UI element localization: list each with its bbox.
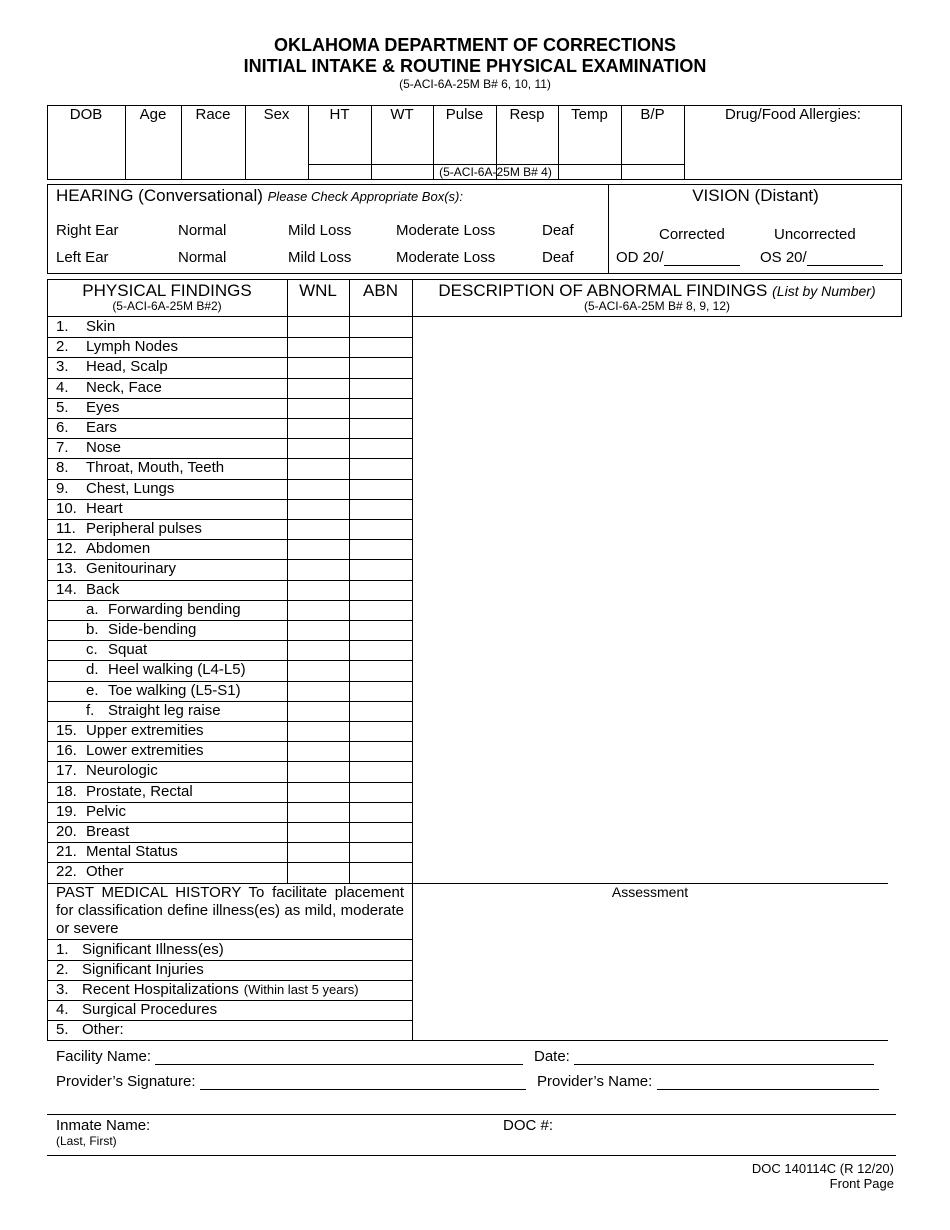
- finding-wnl-checkbox[interactable]: [288, 539, 349, 559]
- finding-number: 14.: [56, 581, 77, 598]
- finding-label: Pelvic: [86, 803, 127, 820]
- finding-number: 6.: [56, 419, 69, 436]
- finding-row: [56, 823, 129, 840]
- finding-wnl-checkbox[interactable]: [288, 681, 349, 701]
- finding-row: [56, 520, 202, 537]
- finding-label: Genitourinary: [86, 560, 177, 577]
- finding-number: 22.: [56, 863, 77, 880]
- finding-label: Chest, Lungs: [86, 480, 175, 497]
- finding-abn-checkbox[interactable]: [350, 741, 412, 761]
- finding-wnl-checkbox[interactable]: [288, 317, 349, 337]
- finding-number: 19.: [56, 803, 77, 820]
- finding-number: 5.: [56, 399, 69, 416]
- finding-number: 12.: [56, 540, 77, 557]
- finding-row: [56, 459, 224, 476]
- finding-row: [56, 843, 178, 860]
- history-row: [56, 1021, 124, 1038]
- finding-wnl-checkbox[interactable]: [288, 741, 349, 761]
- finding-abn-checkbox[interactable]: [350, 458, 412, 478]
- finding-number: c.: [86, 641, 98, 658]
- vitals-col-drug-food-allergies: Drug/Food Allergies:: [725, 106, 861, 123]
- finding-label: Eyes: [86, 399, 120, 416]
- finding-label: Forwarding bending: [108, 601, 241, 618]
- finding-label: Neck, Face: [86, 379, 162, 396]
- finding-wnl-checkbox[interactable]: [288, 761, 349, 781]
- finding-label: Neurologic: [86, 762, 158, 779]
- finding-label: Head, Scalp: [86, 358, 168, 375]
- vitals-col-race: Race: [195, 106, 231, 123]
- finding-number: 7.: [56, 439, 69, 456]
- vitals-col-ht: HT: [329, 106, 350, 123]
- finding-wnl-checkbox[interactable]: [288, 458, 349, 478]
- finding-wnl-checkbox[interactable]: [288, 580, 349, 600]
- finding-row: [56, 722, 204, 739]
- hearing-title: HEARING (Conversational): [56, 186, 263, 205]
- finding-label: Skin: [86, 318, 116, 335]
- inmate-name-label: Inmate Name:: [56, 1117, 151, 1134]
- left-ear-normal[interactable]: Normal: [178, 249, 227, 266]
- od-label: OD 20/: [616, 249, 664, 266]
- finding-wnl-checkbox[interactable]: [288, 479, 349, 499]
- finding-abn-checkbox[interactable]: [350, 337, 412, 357]
- date-label: Date:: [534, 1048, 570, 1065]
- finding-number: 8.: [56, 459, 69, 476]
- finding-wnl-checkbox[interactable]: [288, 398, 349, 418]
- history-label: Significant Injuries: [82, 961, 204, 978]
- finding-number: e.: [86, 682, 99, 699]
- finding-number: 21.: [56, 843, 77, 860]
- finding-abn-checkbox[interactable]: [350, 640, 412, 660]
- finding-wnl-checkbox[interactable]: [288, 701, 349, 721]
- finding-wnl-checkbox[interactable]: [288, 357, 349, 377]
- vitals-col-temp: Temp: [571, 106, 608, 123]
- finding-number: d.: [86, 661, 99, 678]
- finding-row: [56, 682, 241, 699]
- vitals-col-pulse: Pulse: [445, 106, 484, 123]
- left-ear-label: Left Ear: [56, 249, 109, 266]
- finding-label: Throat, Mouth, Teeth: [86, 459, 225, 476]
- finding-number: 9.: [56, 480, 69, 497]
- finding-abn-checkbox[interactable]: [350, 357, 412, 377]
- finding-label: Abdomen: [86, 540, 151, 557]
- finding-abn-checkbox[interactable]: [350, 721, 412, 741]
- history-row: [56, 941, 224, 958]
- finding-abn-checkbox[interactable]: [350, 580, 412, 600]
- finding-abn-checkbox[interactable]: [350, 782, 412, 802]
- finding-row: [56, 540, 150, 557]
- doc-number-label: DOC #:: [503, 1117, 554, 1134]
- finding-label: Breast: [86, 823, 130, 840]
- history-number: 4.: [56, 1001, 69, 1018]
- finding-row: [56, 500, 123, 517]
- finding-label: Prostate, Rectal: [86, 783, 193, 800]
- finding-abn-checkbox[interactable]: [350, 620, 412, 640]
- finding-wnl-checkbox[interactable]: [288, 842, 349, 862]
- history-label: Significant Illness(es): [82, 941, 224, 958]
- physical-findings-title: PHYSICAL FINDINGS: [82, 281, 252, 300]
- facility-label: Facility Name:: [56, 1048, 152, 1065]
- right-ear-mild[interactable]: Mild Loss: [288, 222, 352, 239]
- finding-number: 3.: [56, 358, 69, 375]
- vitals-ref: (5-ACI-6A-25M B# 4): [439, 165, 552, 179]
- vision-corrected: Corrected: [659, 226, 725, 243]
- vision-uncorrected: Uncorrected: [774, 226, 856, 243]
- finding-label: Lymph Nodes: [86, 338, 178, 355]
- finding-wnl-checkbox[interactable]: [288, 721, 349, 741]
- vitals-col-wt: WT: [390, 106, 414, 123]
- provider-signature-field[interactable]: [56, 1073, 526, 1090]
- finding-number: 4.: [56, 379, 69, 396]
- finding-number: 20.: [56, 823, 77, 840]
- finding-label: Toe walking (L5-S1): [108, 682, 241, 699]
- date-field[interactable]: [534, 1048, 874, 1065]
- provider-name-label: Provider’s Name:: [537, 1073, 653, 1090]
- finding-wnl-checkbox[interactable]: [288, 559, 349, 579]
- facility-field[interactable]: [56, 1048, 523, 1065]
- right-ear-moderate[interactable]: Moderate Loss: [396, 222, 496, 239]
- finding-wnl-checkbox[interactable]: [288, 418, 349, 438]
- finding-row: [56, 702, 221, 719]
- finding-abn-checkbox[interactable]: [350, 681, 412, 701]
- finding-wnl-checkbox[interactable]: [288, 862, 349, 882]
- finding-row: [56, 419, 117, 436]
- physical-findings-ref: (5-ACI-6A-25M B#2): [112, 299, 222, 313]
- finding-wnl-checkbox[interactable]: [288, 822, 349, 842]
- history-note: (Within last 5 years): [243, 982, 359, 997]
- finding-row: [56, 379, 162, 396]
- provider-name-field[interactable]: [537, 1073, 879, 1090]
- right-ear-label: Right Ear: [56, 222, 119, 239]
- finding-wnl-checkbox[interactable]: [288, 782, 349, 802]
- history-label: Other:: [82, 1021, 124, 1038]
- finding-number: 18.: [56, 783, 77, 800]
- finding-abn-checkbox[interactable]: [350, 398, 412, 418]
- finding-number: 1.: [56, 318, 69, 335]
- abnormal-findings-ref: (5-ACI-6A-25M B# 8, 9, 12): [583, 299, 731, 313]
- finding-number: b.: [86, 621, 99, 638]
- wnl-header: WNL: [299, 281, 337, 300]
- finding-abn-checkbox[interactable]: [350, 499, 412, 519]
- vitals-col-resp: Resp: [509, 106, 545, 123]
- history-label: Recent Hospitalizations: [82, 981, 239, 998]
- finding-wnl-checkbox[interactable]: [288, 378, 349, 398]
- finding-abn-checkbox[interactable]: [350, 479, 412, 499]
- history-row: [56, 1001, 217, 1018]
- finding-abn-checkbox[interactable]: [350, 378, 412, 398]
- history-number: 3.: [56, 981, 69, 998]
- finding-number: a.: [86, 601, 99, 618]
- finding-abn-checkbox[interactable]: [350, 701, 412, 721]
- finding-label: Ears: [86, 419, 117, 436]
- finding-number: f.: [86, 702, 95, 719]
- hearing-instruction: Please Check Appropriate Box(s):: [267, 189, 463, 204]
- finding-label: Straight leg raise: [108, 702, 221, 719]
- finding-number: 10.: [56, 500, 77, 517]
- finding-row: [56, 581, 119, 598]
- finding-abn-checkbox[interactable]: [350, 519, 412, 539]
- vitals-col-dob: DOB: [69, 106, 103, 123]
- os-label: OS 20/: [760, 249, 807, 266]
- finding-wnl-checkbox[interactable]: [288, 620, 349, 640]
- form-agency-title: OKLAHOMA DEPARTMENT OF CORRECTIONS: [274, 35, 676, 55]
- finding-abn-checkbox[interactable]: [350, 761, 412, 781]
- finding-label: Lower extremities: [86, 742, 204, 759]
- provider-signature-label: Provider’s Signature:: [56, 1073, 196, 1090]
- left-ear-moderate[interactable]: Moderate Loss: [396, 249, 496, 266]
- left-ear-mild[interactable]: Mild Loss: [288, 249, 352, 266]
- finding-row: [56, 742, 204, 759]
- finding-row: [56, 661, 246, 678]
- finding-abn-checkbox[interactable]: [350, 539, 412, 559]
- form-title: INITIAL INTAKE & ROUTINE PHYSICAL EXAMINATION: [243, 56, 707, 76]
- history-row: [56, 981, 359, 998]
- finding-label: Other: [86, 863, 124, 880]
- finding-row: [56, 358, 168, 375]
- assessment-label: Assessment: [611, 884, 689, 900]
- finding-abn-checkbox[interactable]: [350, 418, 412, 438]
- left-ear-deaf[interactable]: Deaf: [542, 249, 574, 266]
- inmate-name-sub: (Last, First): [56, 1134, 117, 1148]
- finding-label: Nose: [86, 439, 122, 456]
- finding-label: Back: [86, 581, 120, 598]
- hearing-section: [56, 186, 463, 206]
- finding-wnl-checkbox[interactable]: [288, 600, 349, 620]
- past-history-title: PAST MEDICAL HISTORY To facilitate placement for classification define illness(es) as mild, moderate or severe: [56, 884, 404, 937]
- finding-row: [56, 439, 121, 456]
- finding-number: 11.: [56, 520, 76, 537]
- finding-abn-checkbox[interactable]: [350, 660, 412, 680]
- finding-label: Upper extremities: [86, 722, 204, 739]
- finding-abn-checkbox[interactable]: [350, 438, 412, 458]
- finding-wnl-checkbox[interactable]: [288, 640, 349, 660]
- finding-row: [56, 399, 119, 416]
- finding-label: Heel walking (L4-L5): [108, 661, 246, 678]
- finding-label: Mental Status: [86, 843, 178, 860]
- history-label: Surgical Procedures: [82, 1001, 218, 1018]
- finding-label: Side-bending: [108, 621, 197, 638]
- finding-abn-checkbox[interactable]: [350, 600, 412, 620]
- finding-row: [56, 338, 178, 355]
- history-row: [56, 961, 204, 978]
- history-number: 5.: [56, 1021, 69, 1038]
- finding-wnl-checkbox[interactable]: [288, 519, 349, 539]
- finding-number: 13.: [56, 560, 77, 577]
- finding-wnl-checkbox[interactable]: [288, 337, 349, 357]
- history-number: 1.: [56, 941, 69, 958]
- vitals-col-age: Age: [139, 106, 167, 123]
- finding-number: 17.: [56, 762, 77, 779]
- history-number: 2.: [56, 961, 69, 978]
- finding-wnl-checkbox[interactable]: [288, 660, 349, 680]
- vision-title: VISION (Distant): [692, 186, 819, 205]
- finding-label: Squat: [108, 641, 148, 658]
- finding-abn-checkbox[interactable]: [350, 802, 412, 822]
- finding-label: Heart: [86, 500, 123, 517]
- finding-number: 16.: [56, 742, 77, 759]
- vitals-col-b-p: B/P: [640, 106, 665, 123]
- finding-number: 2.: [56, 338, 69, 355]
- finding-row: [56, 863, 124, 880]
- finding-abn-checkbox[interactable]: [350, 842, 412, 862]
- finding-abn-checkbox[interactable]: [350, 559, 412, 579]
- vitals-col-sex: Sex: [263, 106, 290, 123]
- finding-row: [56, 318, 115, 335]
- os-field[interactable]: [760, 249, 883, 266]
- form-ref: (5-ACI-6A-25M B# 6, 10, 11): [399, 77, 551, 91]
- abn-header: ABN: [363, 281, 398, 300]
- finding-wnl-checkbox[interactable]: [288, 499, 349, 519]
- finding-abn-checkbox[interactable]: [350, 862, 412, 882]
- finding-number: 15.: [56, 722, 77, 739]
- finding-wnl-checkbox[interactable]: [288, 802, 349, 822]
- right-ear-normal[interactable]: Normal: [178, 222, 227, 239]
- finding-row: [56, 480, 174, 497]
- finding-row: [56, 621, 196, 638]
- finding-row: [56, 641, 147, 658]
- finding-abn-checkbox[interactable]: [350, 822, 412, 842]
- finding-wnl-checkbox[interactable]: [288, 438, 349, 458]
- form-number: DOC 140114C (R 12/20): [751, 1161, 894, 1176]
- finding-row: [56, 803, 126, 820]
- page-label: Front Page: [829, 1176, 894, 1191]
- finding-label: Peripheral pulses: [86, 520, 202, 537]
- finding-row: [56, 560, 176, 577]
- finding-row: [56, 783, 193, 800]
- right-ear-deaf[interactable]: Deaf: [542, 222, 574, 239]
- finding-row: [56, 601, 241, 618]
- finding-row: [56, 762, 158, 779]
- od-field[interactable]: [616, 249, 740, 266]
- finding-abn-checkbox[interactable]: [350, 317, 412, 337]
- abnormal-findings-title: DESCRIPTION OF ABNORMAL FINDINGS (List by Number): [438, 281, 876, 300]
